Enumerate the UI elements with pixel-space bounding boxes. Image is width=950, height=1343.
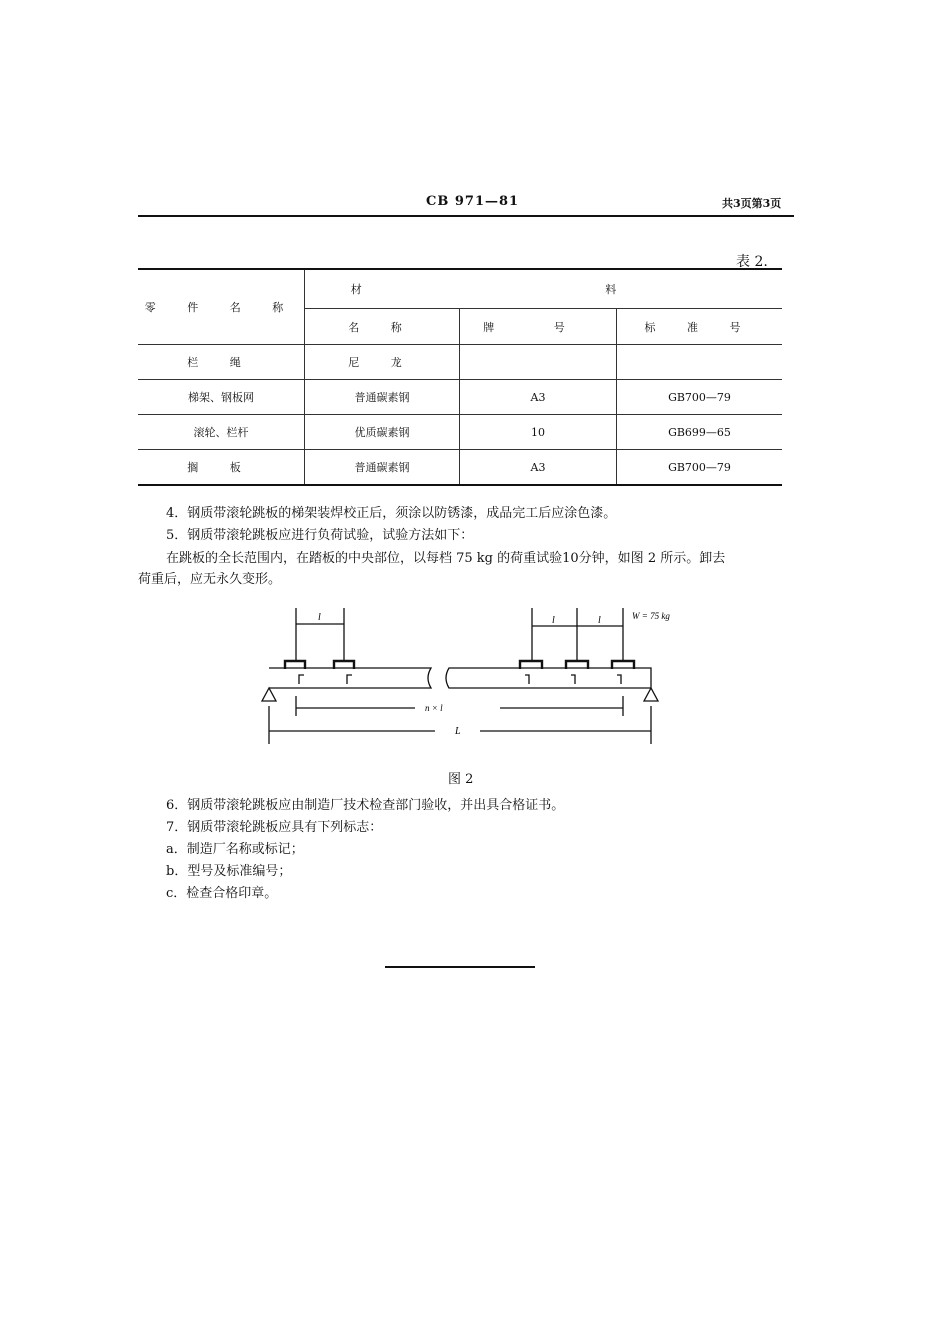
- item-5-text-line1: 在跳板的全长范围内，在踏板的中央部位，以每档 75 kg 的荷重试验10分钟，如图 2 所示。卸去: [166, 551, 726, 566]
- item-7: 7．钢质带滚轮跳板应具有下列标志：: [166, 820, 383, 835]
- item-6: 6．钢质带滚轮跳板应由制造厂技术检查部门验收，并出具合格证书。: [166, 798, 565, 813]
- end-rule: [385, 966, 535, 968]
- cell-material: 普通碳素钢: [305, 380, 460, 415]
- col-standard: 标 准 号: [617, 309, 783, 345]
- cell-standard: GB700—79: [617, 380, 783, 415]
- cell-grade: A3: [460, 450, 617, 486]
- plank-left: [269, 668, 431, 688]
- cell-material: 普通碳素钢: [305, 450, 460, 486]
- table-row: [138, 415, 782, 450]
- cell-material: 尼 龙: [305, 345, 460, 380]
- col-grade: 牌 号: [460, 309, 617, 345]
- cell-standard: [617, 345, 783, 380]
- figure-caption: 图 2: [448, 772, 474, 787]
- item-5-text-line2: 荷重后，应无永久变形。: [138, 572, 282, 587]
- item-7c: c．检查合格印章。: [166, 886, 278, 901]
- col-material-name: 名 称: [305, 309, 460, 345]
- header-rule: [138, 215, 794, 217]
- support-right-icon: [644, 688, 658, 701]
- item-7b: b．型号及标准编号；: [166, 864, 292, 879]
- material-table: [138, 268, 782, 486]
- cell-grade: 10: [460, 415, 617, 450]
- col-part-name: 零 件 名 称: [138, 269, 305, 345]
- label-nl: n × l: [425, 703, 443, 713]
- cell-material: 优质碳素钢: [305, 415, 460, 450]
- cell-grade: A3: [460, 380, 617, 415]
- item-7a: a．制造厂名称或标记；: [166, 842, 304, 857]
- page-info: 共3页第3页: [722, 197, 782, 210]
- item-4: 4．钢质带滚轮跳板的梯架装焊校正后，须涂以防锈漆，成品完工后应涂色漆。: [166, 506, 617, 521]
- table-title: 表 2.: [736, 254, 768, 270]
- plank-right: [446, 668, 651, 688]
- cell-part: 滚轮、栏杆: [138, 415, 305, 450]
- cell-grade: [460, 345, 617, 380]
- label-L: L: [455, 726, 461, 737]
- table-row: [138, 450, 782, 486]
- label-weight: W = 75 kg: [632, 611, 670, 621]
- table-row: [138, 380, 782, 415]
- cell-standard: GB699—65: [617, 415, 783, 450]
- load-test-figure: [255, 598, 675, 758]
- label-l-right-2: l: [598, 615, 601, 626]
- cell-part: 搁 板: [138, 450, 305, 486]
- standard-code: CB 971—81: [426, 194, 520, 209]
- cell-part: 栏 绳: [138, 345, 305, 380]
- cell-part: 梯架、钢板网: [138, 380, 305, 415]
- group-material: 材 料: [305, 269, 783, 309]
- cell-standard: GB700—79: [617, 450, 783, 486]
- label-l-right-1: l: [552, 615, 555, 626]
- item-5: 5．钢质带滚轮跳板应进行负荷试验，试验方法如下：: [166, 528, 474, 543]
- label-l-left: l: [318, 612, 321, 623]
- table-row: [138, 345, 782, 380]
- support-left-icon: [262, 688, 276, 701]
